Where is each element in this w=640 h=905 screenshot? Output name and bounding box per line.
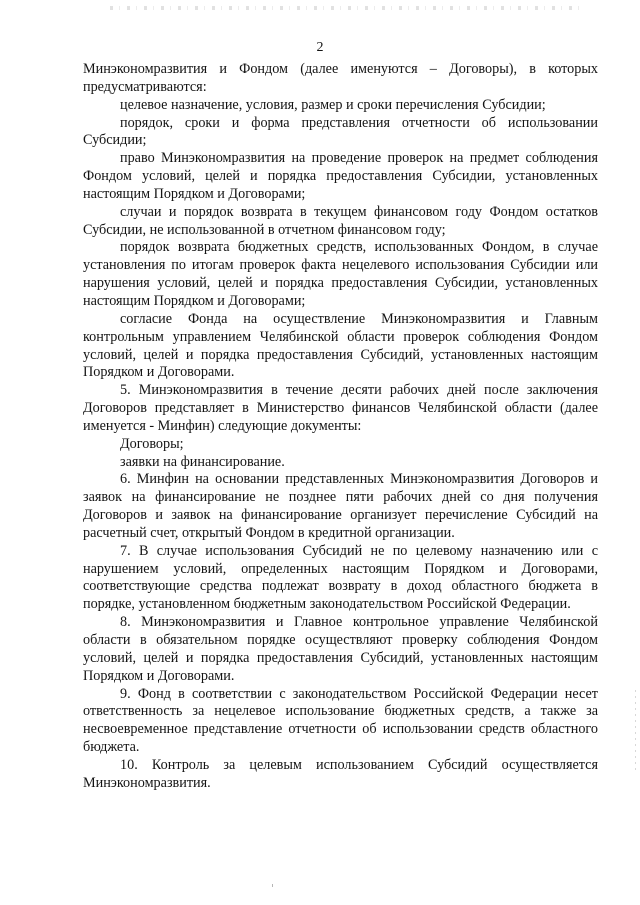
paragraph: 8. Минэкономразвития и Главное контрольное управление Челябинской области в обязательном порядке осуществляют проверку соблюдения Фондом условий, целей и порядка предоставления Субсидий, установленных настоящим Порядком и Договорами. <box>83 614 598 684</box>
scan-speck <box>272 884 273 887</box>
page-number: 2 <box>316 40 324 55</box>
document-body <box>83 61 598 793</box>
paragraph: Минэкономразвития и Фондом (далее именуются – Договоры), в которых предусматриваются: <box>83 61 598 95</box>
paragraph: 5. Минэкономразвития в течение десяти рабочих дней после заключения Договоров представляет в Министерство финансов Челябинской области (далее именуется - Минфин) следующие документы: <box>83 382 598 434</box>
paragraph: 9. Фонд в соответствии с законодательством Российской Федерации несет ответственность за нецелевое использование бюджетных средств, а также за несвоевременное представление отчетности об использовании средств областного бюджета. <box>83 685 598 756</box>
paragraph: 7. В случае использования Субсидий не по целевому назначению или с нарушением условий, определенных настоящим Порядком и Договорами, соответствующие средства подлежат возврату в доход областного бюджета в порядке, установленном бюджетным законодательством Российской Федерации. <box>83 542 598 613</box>
paragraph: порядок возврата бюджетных средств, использованных Фондом, в случае установления по итогам проверок факта нецелевого использования Субсидии или нарушения условий, целей и порядка предоставления Субсидии, установленных настоящим Порядком и Договорами; <box>83 239 598 309</box>
paragraph: случаи и порядок возврата в текущем финансовом году Фондом остатков Субсидии, не использованной в отчетном финансовом году; <box>83 203 598 238</box>
paragraph: 6. Минфин на основании представленных Минэкономразвития Договоров и заявок на финансирование не позднее пяти рабочих дней со дня получения Договоров и заявок на финансирование организует перечисление Субсидий на расчетный счет, открытый Фондом в кредитной организации. <box>83 471 598 541</box>
paragraph: Договоры; <box>120 435 184 452</box>
paragraph: целевое назначение, условия, размер и сроки перечисления Субсидии; <box>120 96 546 113</box>
paragraph: 10. Контроль за целевым использованием Субсидий осуществляется Минэкономразвития. <box>83 756 598 791</box>
paragraph: порядок, сроки и форма представления отчетности об использовании Субсидии; <box>83 114 598 149</box>
scan-artifact-top <box>110 6 580 10</box>
paragraph: согласие Фонда на осуществление Минэкономразвития и Главным контрольным управлением Челябинской области проверок соблюдения Фондом условий, целей и порядка предоставления Субсидий, установленных настоящим Порядком и Договорами. <box>83 310 598 381</box>
scan-artifact-edge <box>635 690 636 770</box>
paragraph: заявки на финансирование. <box>120 453 285 470</box>
paragraph: право Минэкономразвития на проведение проверок на предмет соблюдения Фондом условий, целей и порядка предоставления Субсидии, установленных настоящим Порядком и Договорами; <box>83 150 598 202</box>
